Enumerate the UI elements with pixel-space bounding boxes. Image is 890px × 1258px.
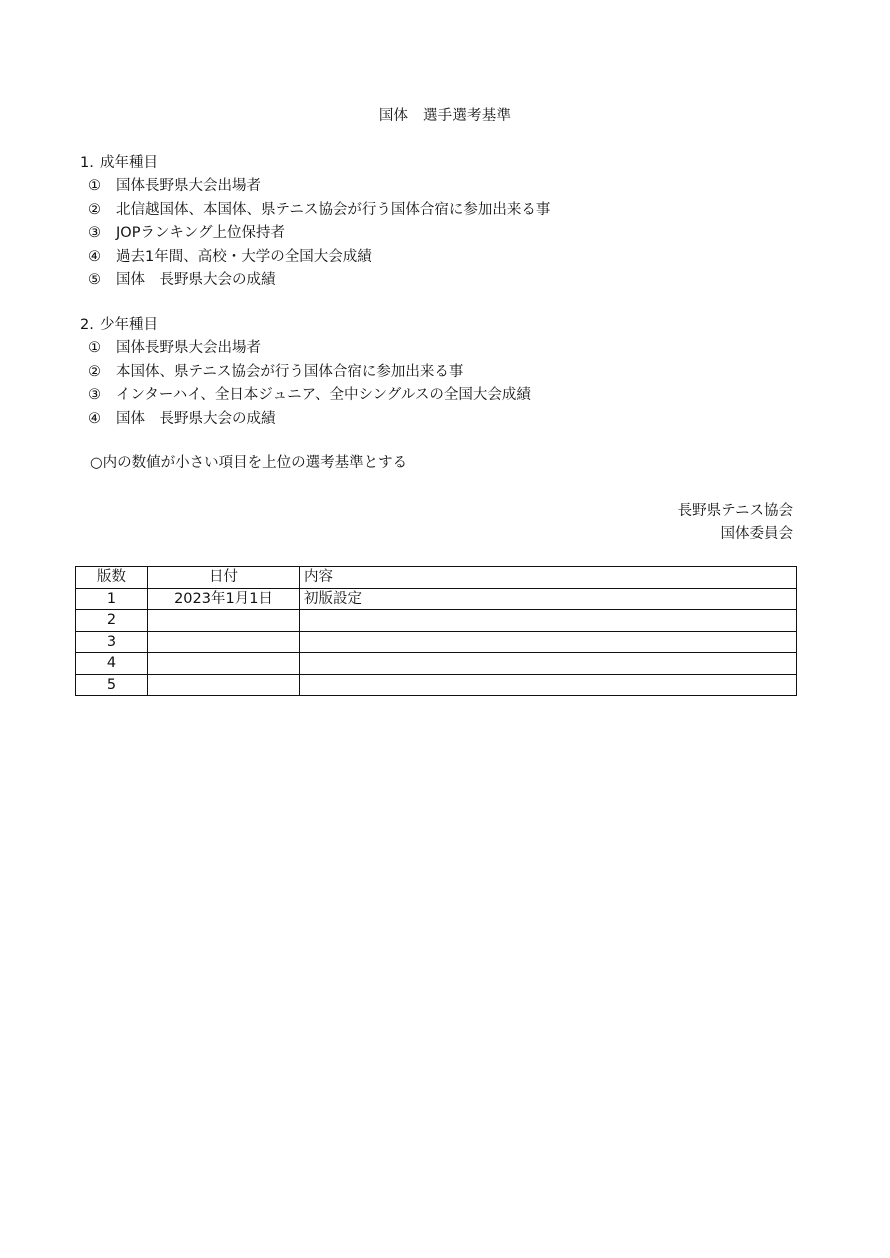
item-text: 北信越国体、本国体、県テニス協会が行う国体合宿に参加出来る事 xyxy=(116,201,551,218)
header-content: 内容 xyxy=(300,567,797,589)
item-mark: ② xyxy=(88,201,101,218)
item-mark: ① xyxy=(88,178,101,194)
section-title: 少年種目 xyxy=(100,317,158,333)
item-mark: ④ xyxy=(88,410,101,427)
table-row xyxy=(76,653,797,675)
version-cell: 5 xyxy=(76,674,148,696)
revision-table xyxy=(75,566,797,696)
item-text: インターハイ、全日本ジュニア、全中シングルスの全国大会成績 xyxy=(116,387,531,403)
table-row xyxy=(76,610,797,632)
section-junior xyxy=(80,314,531,431)
table-header-row xyxy=(76,567,797,589)
ranking-note: ○内の数値が小さい項目を上位の選考基準とする xyxy=(90,455,408,471)
item-text: 国体 長野県大会の成績 xyxy=(116,272,276,288)
date-cell xyxy=(148,653,300,675)
item-text: 国体長野県大会出場者 xyxy=(116,178,261,194)
table-row xyxy=(76,631,797,653)
item-mark: ③ xyxy=(88,225,101,241)
criteria-item xyxy=(80,269,550,293)
item-text: 国体長野県大会出場者 xyxy=(116,340,261,356)
criteria-item xyxy=(80,361,531,385)
criteria-item xyxy=(80,199,550,223)
content-cell xyxy=(300,674,797,696)
item-text: 過去1年間、高校・大学の全国大会成績 xyxy=(116,248,372,265)
item-mark: ③ xyxy=(88,387,101,403)
header-version: 版数 xyxy=(76,567,148,589)
criteria-item xyxy=(80,246,550,270)
section-title: 成年種目 xyxy=(100,155,158,171)
header-date: 日付 xyxy=(148,567,300,589)
section-heading xyxy=(80,314,531,337)
criteria-item xyxy=(80,384,531,408)
date-cell: 2023年1月1日 xyxy=(148,588,300,610)
item-mark: ⑤ xyxy=(88,272,101,288)
item-mark: ① xyxy=(88,340,101,356)
item-mark: ④ xyxy=(88,248,101,265)
content-cell xyxy=(300,610,797,632)
organization-name: 長野県テニス協会 xyxy=(677,503,793,519)
criteria-item xyxy=(80,337,531,361)
date-cell xyxy=(148,674,300,696)
table-row xyxy=(76,588,797,610)
document-title: 国体 選手選考基準 xyxy=(378,108,512,124)
table-row xyxy=(76,674,797,696)
content-cell xyxy=(300,631,797,653)
committee-name: 国体委員会 xyxy=(720,526,793,542)
section-adult xyxy=(80,152,550,293)
item-text: 本国体、県テニス協会が行う国体合宿に参加出来る事 xyxy=(116,363,464,380)
item-mark: ② xyxy=(88,363,101,380)
content-cell: 初版設定 xyxy=(300,588,797,610)
version-cell: 4 xyxy=(76,653,148,675)
section-number: 2. xyxy=(80,317,94,333)
version-cell: 1 xyxy=(76,588,148,610)
version-cell: 3 xyxy=(76,631,148,653)
item-text: 国体 長野県大会の成績 xyxy=(116,410,276,427)
version-cell: 2 xyxy=(76,610,148,632)
date-cell xyxy=(148,610,300,632)
date-cell xyxy=(148,631,300,653)
item-text: JOPランキング上位保持者 xyxy=(116,225,285,241)
criteria-item xyxy=(80,222,550,246)
section-heading xyxy=(80,152,550,175)
section-number: 1. xyxy=(80,155,94,171)
criteria-item xyxy=(80,408,531,432)
criteria-item xyxy=(80,175,550,199)
content-cell xyxy=(300,653,797,675)
